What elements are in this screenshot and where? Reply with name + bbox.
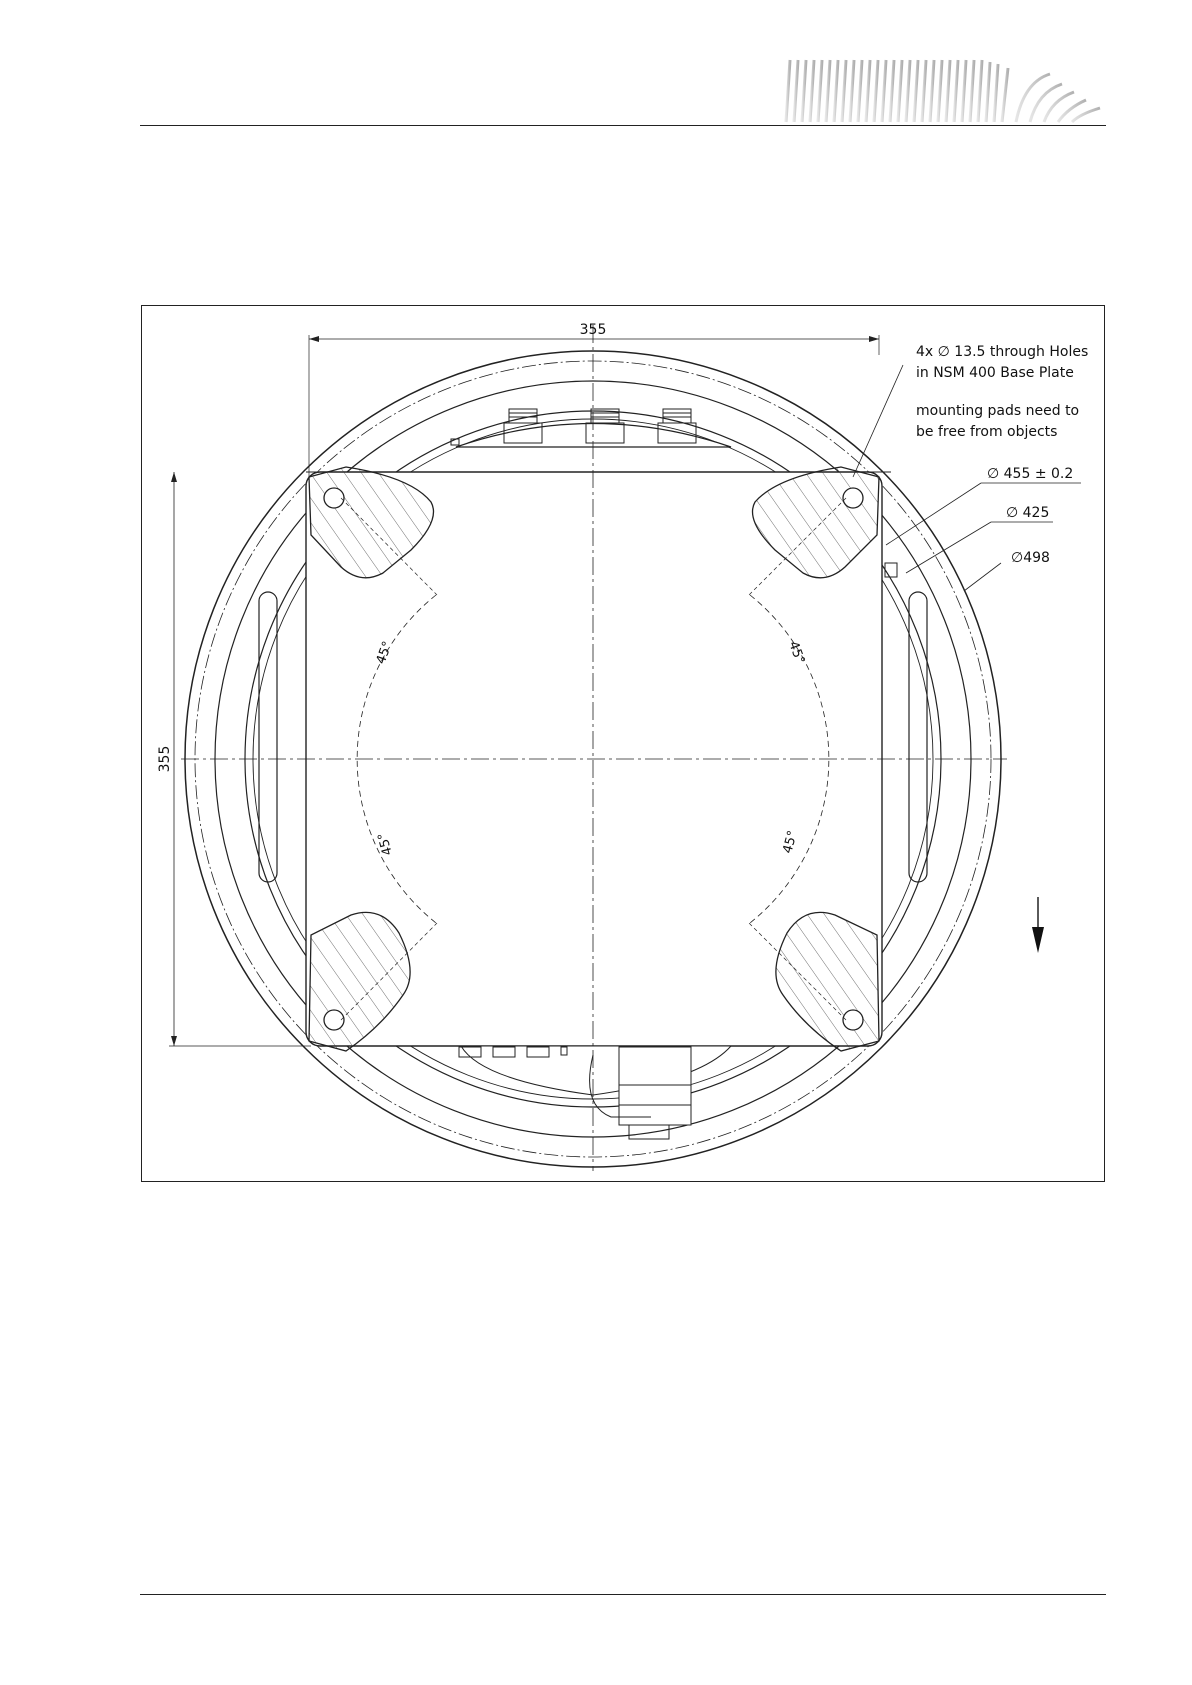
note-holes-line2: in NSM 400 Base Plate [916,365,1074,381]
leader-455 [886,483,981,545]
angle-label-bottom-left: 45° [375,830,396,857]
footer-rule [140,1594,1106,1595]
note-pads-line2: be free from objects [916,424,1058,440]
dimension-height-label: 355 [157,745,173,773]
angle-label-bottom-right: 45° [780,829,801,856]
diameter-498-label: ∅498 [1011,550,1050,566]
leader-498 [964,563,1001,591]
angle-label-top-right: 45° [785,639,808,667]
technical-drawing [141,305,1105,1182]
company-logo [780,52,1106,124]
dimension-width-label: 355 [579,322,607,338]
diameter-455-label: ∅ 455 ± 0.2 [987,466,1074,482]
side-connector [885,563,897,577]
leader-holes [853,365,903,477]
logo-graphic [780,52,1106,124]
angle-label-top-left: 45° [373,639,396,667]
note-pads-line1: mounting pads need to [916,403,1080,419]
note-holes-line1: 4x ∅ 13.5 through Holes [916,344,1089,360]
arrow-down-icon [1032,897,1044,953]
diameter-425-label: ∅ 425 [1006,505,1050,521]
header-rule [140,125,1106,126]
